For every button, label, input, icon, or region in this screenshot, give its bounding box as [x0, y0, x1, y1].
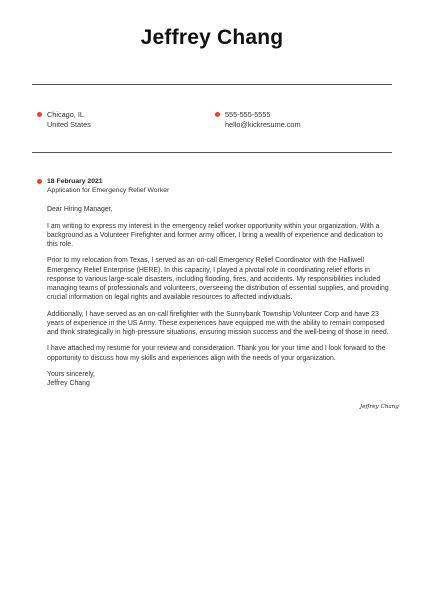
salutation: Dear Hiring Manager,	[47, 206, 113, 213]
bullet-dot-icon	[37, 179, 42, 184]
bullet-dot-icon	[37, 112, 42, 117]
closing-name: Jeffrey Chang	[47, 380, 90, 388]
paragraph: Prior to my relocation from Texas, I served as an on-call Emergency Relief Coordinator with the Halliwell Emergency Relief Enterprise (HERE). In this capacity, I played a pivotal role in coordinating relief efforts in response to various large-scale disasters, including flooding, fires, and accidents. My responsibilities included managing teams of professionals and volunteers, overseeing the distribution of essential supplies, and providing crucial information on legal rights and available resources to affected individuals.	[47, 257, 389, 302]
address-block	[47, 110, 91, 129]
paragraph: I am writing to express my interest in the emergency relief worker opportunity within your organization. With a background as a Volunteer Firefighter and former army officer, I bring a wealth of experience and dedication to this role.	[47, 222, 383, 248]
phone-text: 555-555-5555	[225, 110, 271, 119]
bullet-dot-icon	[215, 112, 220, 117]
paragraph: Additionally, I have served as an on-call firefighter with the Sunnybank Township Volunteer Corp and have 23 years of experience in the US Army. These experiences have equipped me with the ability to remain composed and think strategically in high-pressure situations, ensuring mission success and the well-being of those in need.	[47, 310, 389, 336]
divider-top	[32, 84, 392, 85]
contact-block	[225, 110, 301, 129]
letter-body	[47, 205, 392, 388]
country-text: United States	[47, 119, 91, 129]
divider-middle	[32, 152, 392, 153]
page-title: Jeffrey Chang	[140, 26, 284, 49]
paragraph: I have attached my resume for your review and consideration. Thank you for your time and I look forward to the opportunity to discuss how my skills and experiences align with the needs of your organization.	[47, 345, 386, 362]
closing: Yours sincerely,	[47, 371, 95, 379]
city-text: Chicago, IL	[47, 110, 84, 119]
letter-date: 18 February 2021	[47, 178, 103, 185]
email-link[interactable]: hello@kickresume.com	[225, 119, 301, 129]
letter-subject: Application for Emergency Relief Worker	[47, 187, 170, 195]
signature: Jeffrey Chang	[360, 404, 399, 410]
letter-meta	[47, 177, 169, 195]
